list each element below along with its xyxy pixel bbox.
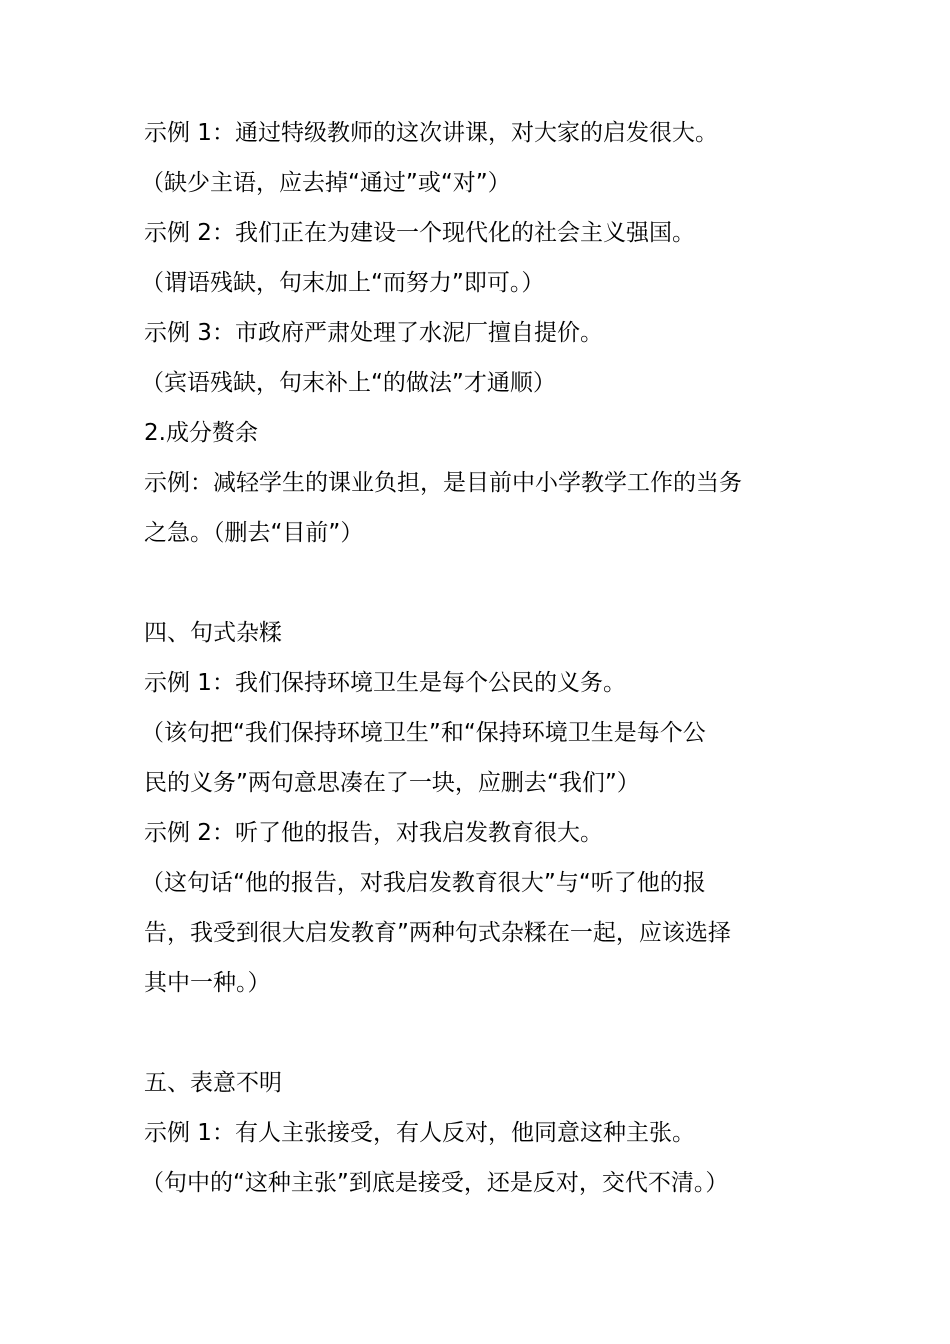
unclear-example-1-explanation: （句中的“这种主张”到底是接受，还是反对，交代不清。） xyxy=(141,1170,729,1196)
mixed-example-1-explanation-line-2: 民的义务”两句意思凑在了一块，应删去“我们”） xyxy=(144,770,640,796)
example-2-explanation: （谓语残缺，句末加上“而努力”即可。） xyxy=(141,270,545,296)
example-2-sentence: 示例 2：我们正在为建设一个现代化的社会主义强国。 xyxy=(144,220,695,246)
example-3-sentence: 示例 3：市政府严肃处理了水泥厂擅自提价。 xyxy=(144,320,603,346)
mixed-example-2-explanation-line-3: 其中一种。） xyxy=(144,970,271,996)
blank-line xyxy=(144,558,814,608)
redundancy-example-line-1: 示例：减轻学生的课业负担，是目前中小学教学工作的当务 xyxy=(144,470,742,496)
unclear-example-1-sentence: 示例 1：有人主张接受，有人反对，他同意这种主张。 xyxy=(144,1120,695,1146)
redundancy-example-line-2: 之急。（删去“目前”） xyxy=(144,520,364,546)
document-body xyxy=(141,108,814,1208)
mixed-example-2-explanation-line-1: （这句话“他的报告，对我启发教育很大”与“听了他的报 xyxy=(141,870,706,896)
section-heading-redundancy: 2.成分赘余 xyxy=(144,420,258,446)
mixed-example-2-sentence: 示例 2：听了他的报告，对我启发教育很大。 xyxy=(144,820,603,846)
mixed-example-1-sentence: 示例 1：我们保持环境卫生是每个公民的义务。 xyxy=(144,670,626,696)
example-1-explanation: （缺少主语，应去掉“通过”或“对”） xyxy=(141,170,511,196)
mixed-example-1-explanation-line-1: （该句把“我们保持环境卫生”和“保持环境卫生是每个公 xyxy=(141,720,706,746)
blank-line xyxy=(144,1008,814,1058)
section-heading-unclear-meaning: 五、表意不明 xyxy=(144,1070,282,1096)
example-3-explanation: （宾语残缺，句末补上“的做法”才通顺） xyxy=(141,370,556,396)
example-1-sentence: 示例 1：通过特级教师的这次讲课，对大家的启发很大。 xyxy=(144,120,718,146)
section-heading-mixed-structure: 四、句式杂糅 xyxy=(144,620,282,646)
mixed-example-2-explanation-line-2: 告，我受到很大启发教育”两种句式杂糅在一起，应该选择 xyxy=(144,920,731,946)
